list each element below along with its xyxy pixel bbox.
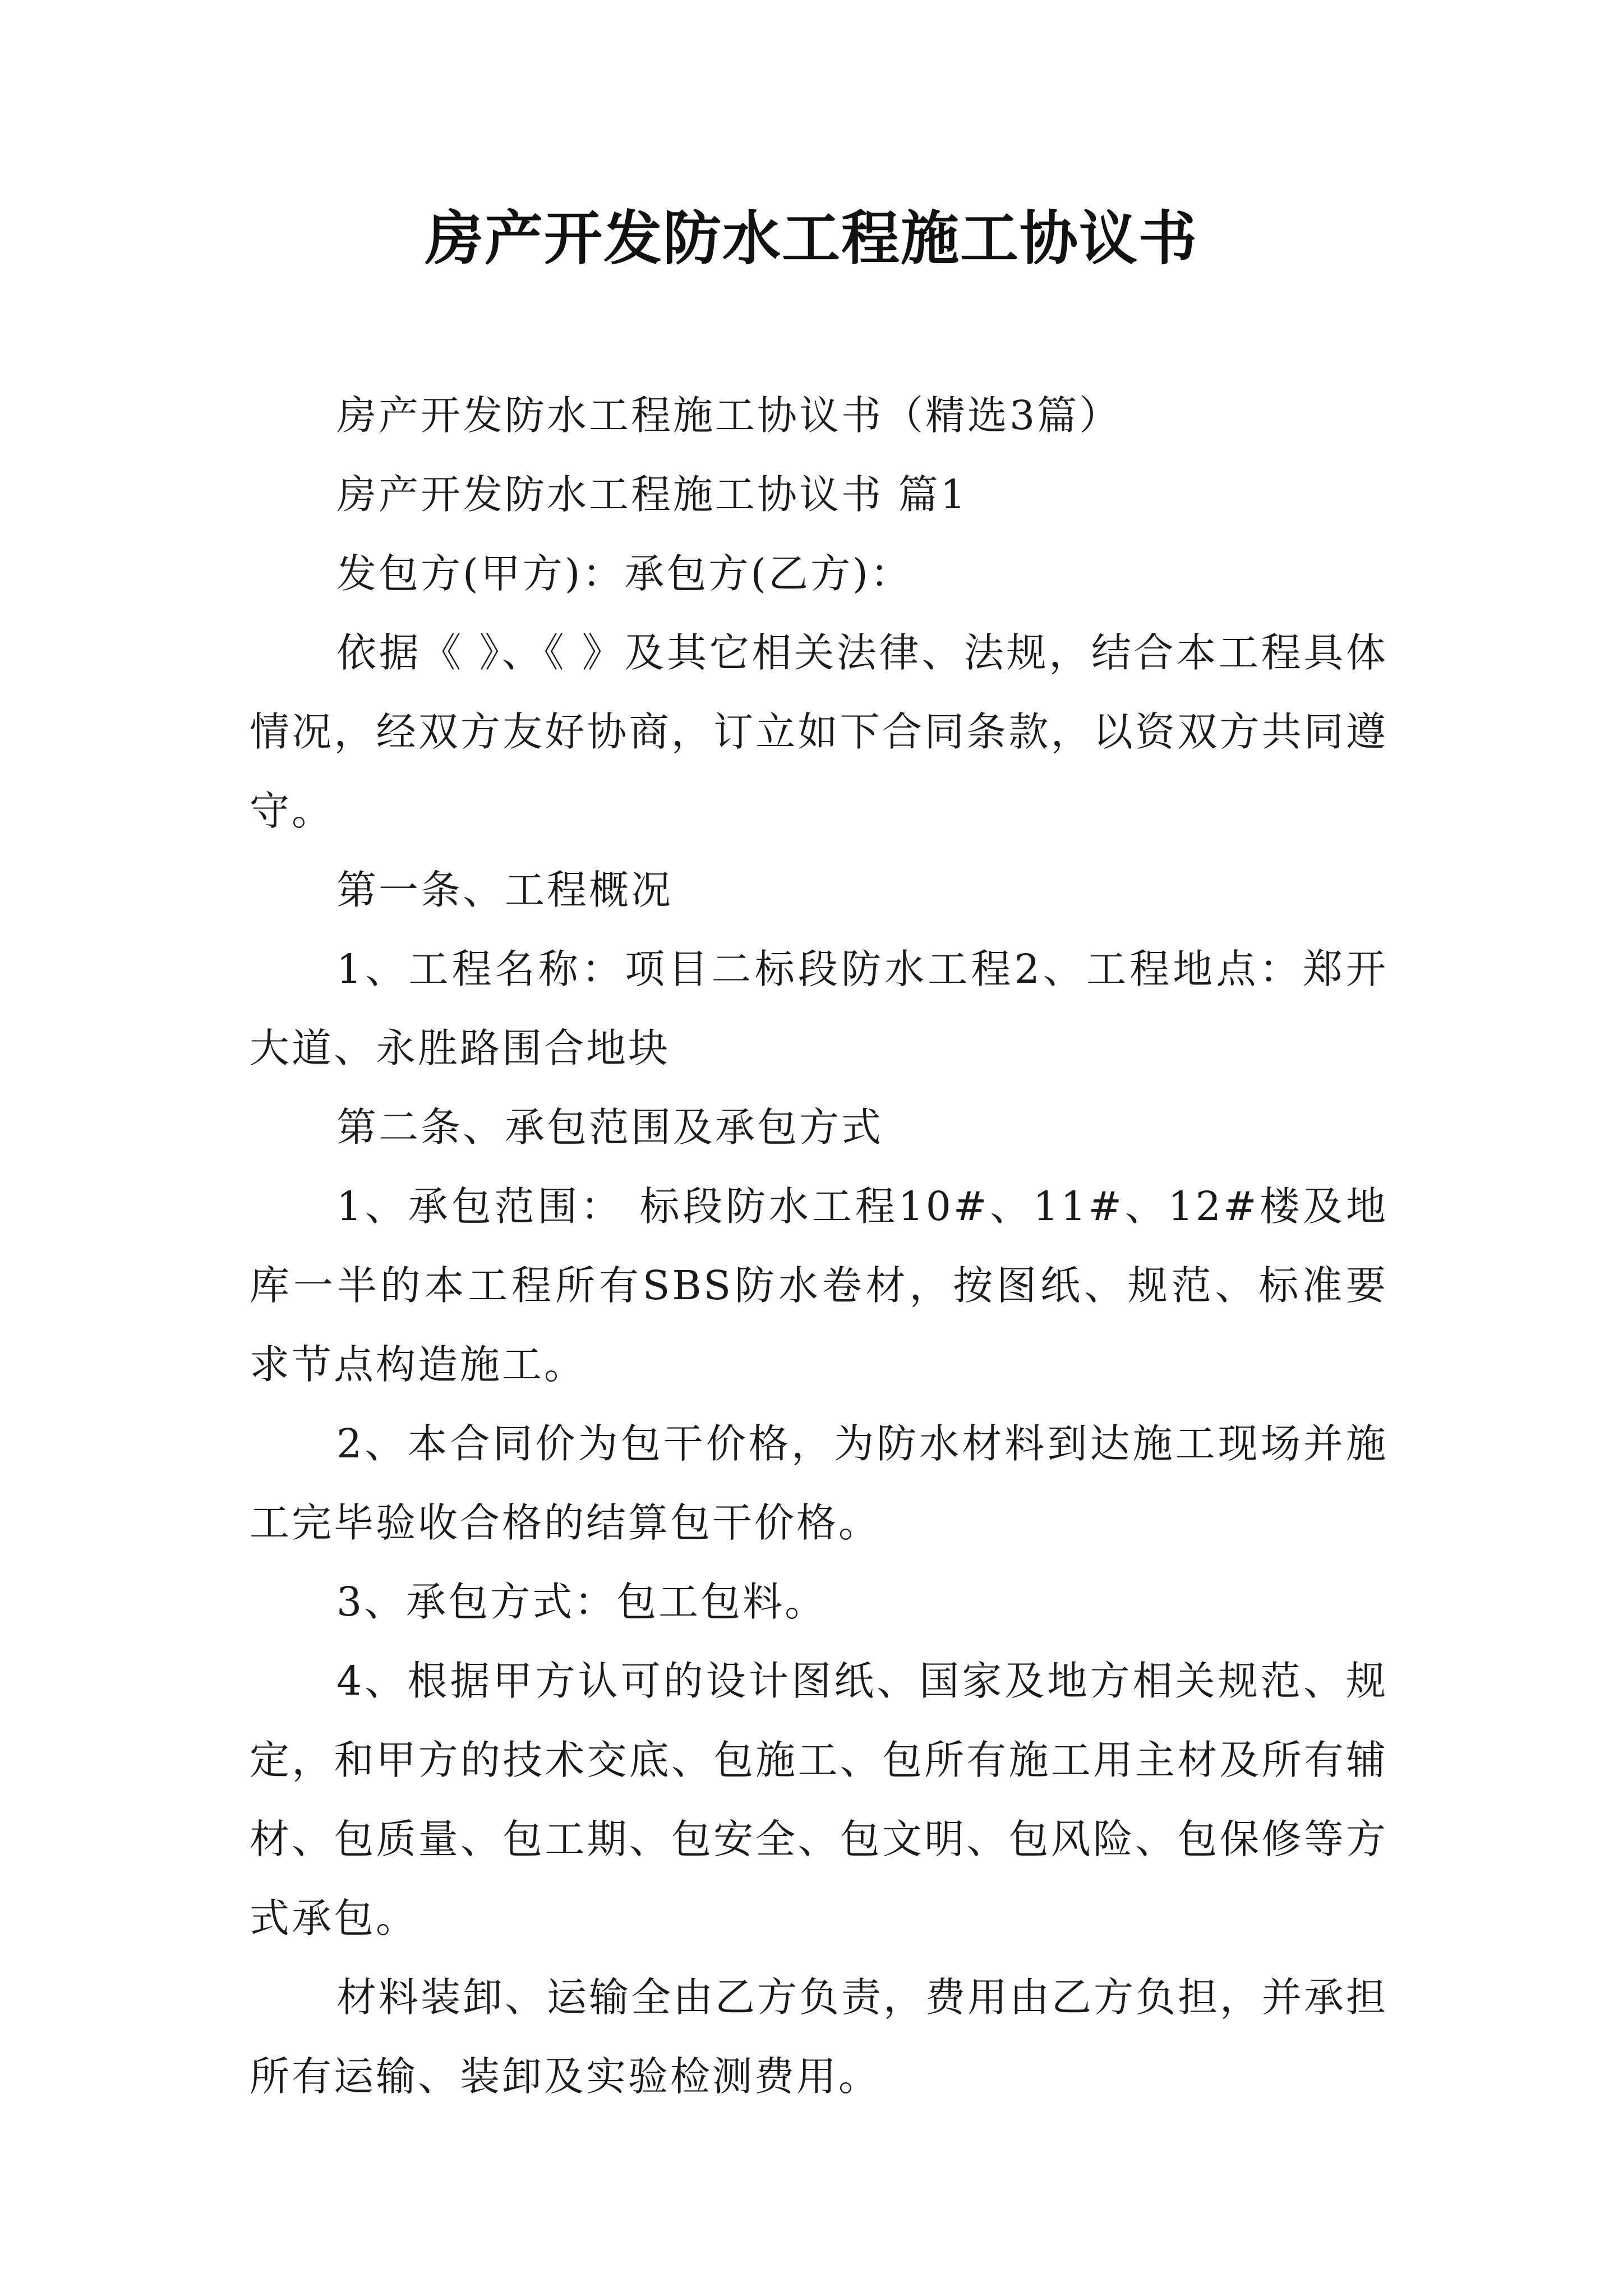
- paragraph-price: 2、本合同价为包干价格，为防水材料到达施工现场并施工完毕验收合格的结算包干价格。: [250, 1420, 1388, 1546]
- paragraph-subtitle: 房产开发防水工程施工协议书（精选3篇）: [336, 392, 1122, 439]
- document-body: [250, 376, 1388, 2116]
- paragraph-project-info: 1、工程名称：项目二标段防水工程2、工程地点：郑开大道、永胜路围合地块: [250, 946, 1388, 1071]
- document-title: 房产开发防水工程施工协议书: [425, 204, 1198, 273]
- paragraph-article-2-heading: 第二条、承包范围及承包方式: [336, 1104, 884, 1151]
- paragraph-materials: 材料装卸、运输全由乙方负责，费用由乙方负担，并承担所有运输、装卸及实验检测费用。: [250, 1974, 1389, 2100]
- paragraph-parties: 发包方(甲方)：承包方(乙方)：: [336, 550, 912, 597]
- paragraph-section-heading: 房产开发防水工程施工协议书 篇1: [336, 471, 968, 518]
- paragraph-scope: 1、承包范围： 标段防水工程10#、11#、12#楼及地库一半的本工程所有SBS防水卷材，按图纸、规范、标准要求节点构造施工。: [250, 1183, 1388, 1388]
- paragraph-contract-terms: 4、根据甲方认可的设计图纸、国家及地方相关规范、规定，和甲方的技术交底、包施工、包所有施工用主材及所有辅材、包质量、包工期、包安全、包文明、包风险、包保修等方式承包。: [250, 1658, 1388, 1941]
- paragraph-contract-method: 3、承包方式：包工包料。: [336, 1579, 827, 1625]
- paragraph-preamble: 依据《 》、《 》及其它相关法律、法规，结合本工程具体情况，经双方友好协商，订立如下合同条款，以资双方共同遵守。: [250, 629, 1388, 834]
- paragraph-article-1-heading: 第一条、工程概况: [336, 867, 674, 913]
